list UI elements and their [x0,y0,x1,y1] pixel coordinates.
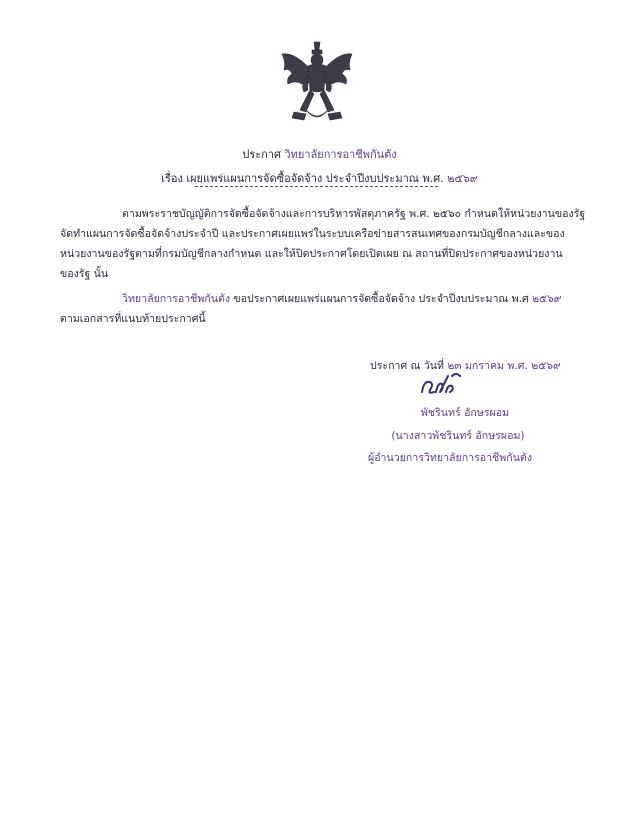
garuda-emblem-icon [276,40,358,126]
body-paragraph-1 [60,204,586,284]
organization-name: วิทยาลัยการอาชีพกันตัง [284,148,397,161]
announcement-label: ประกาศ [242,148,281,161]
subject-text: เรื่อง เผยแพร่แผนการจัดซื้อจัดจ้าง ประจำปีงบประมาณ พ.ศ. [161,172,444,185]
signer-signed-name: พัชรินทร์ อักษรผอม [420,407,510,419]
date-label: ประกาศ ณ วันที่ [370,360,444,372]
date-value: ๒๓ มกราคม พ.ศ. ๒๕๖๙ [447,360,561,372]
dashed-divider [195,186,438,187]
subject-year: ๒๕๖๙ [447,172,478,185]
signer-full-name: (นางสาวพัชรินทร์ อักษรผอม) [391,430,525,442]
handwritten-signature [418,370,464,398]
announcement-statement: ขอประกาศเผยแพร่แผนการจัดซื้อจัดจ้าง ประจำปีงบประมาณ พ.ศ [230,293,533,305]
fiscal-year: ๒๕๖๙ [532,293,562,305]
paragraph-line: ตามพระราชบัญญัติการจัดซื้อจัดจ้างและการบริหารพัสดุภาครัฐ พ.ศ. ๒๕๖๐ กำหนดให้หน่วยงานของรัฐ [122,208,586,220]
signer-position: ผู้อำนวยการวิทยาลัยการอาชีพกันตัง [367,452,532,464]
paragraph-line: ของรัฐ นั้น [60,268,109,280]
organization-name: วิทยาลัยการอาชีพกันตัง [122,293,231,305]
announcement-heading [0,145,639,163]
announcement-date [370,357,561,374]
paragraph-line: ตามเอกสารที่แนบท้ายประกาศนี้ [60,313,206,325]
body-paragraph-2 [60,289,580,329]
paragraph-line: หน่วยงานของรัฐตามที่กรมบัญชีกลางกำหนด และให้ปิดประกาศโดยเปิดเผย ณ สถานที่ปิดประกาศของหน่วยงาน [60,248,563,260]
paragraph-line [60,289,580,309]
announcement-subject [0,169,639,187]
paragraph-line: จัดทำแผนการจัดซื้อจัดจ้างประจำปี และประกาศเผยแพร่ในระบบเครือข่ายสารสนเทศของกรมบัญชีกลางและของ [60,228,565,240]
